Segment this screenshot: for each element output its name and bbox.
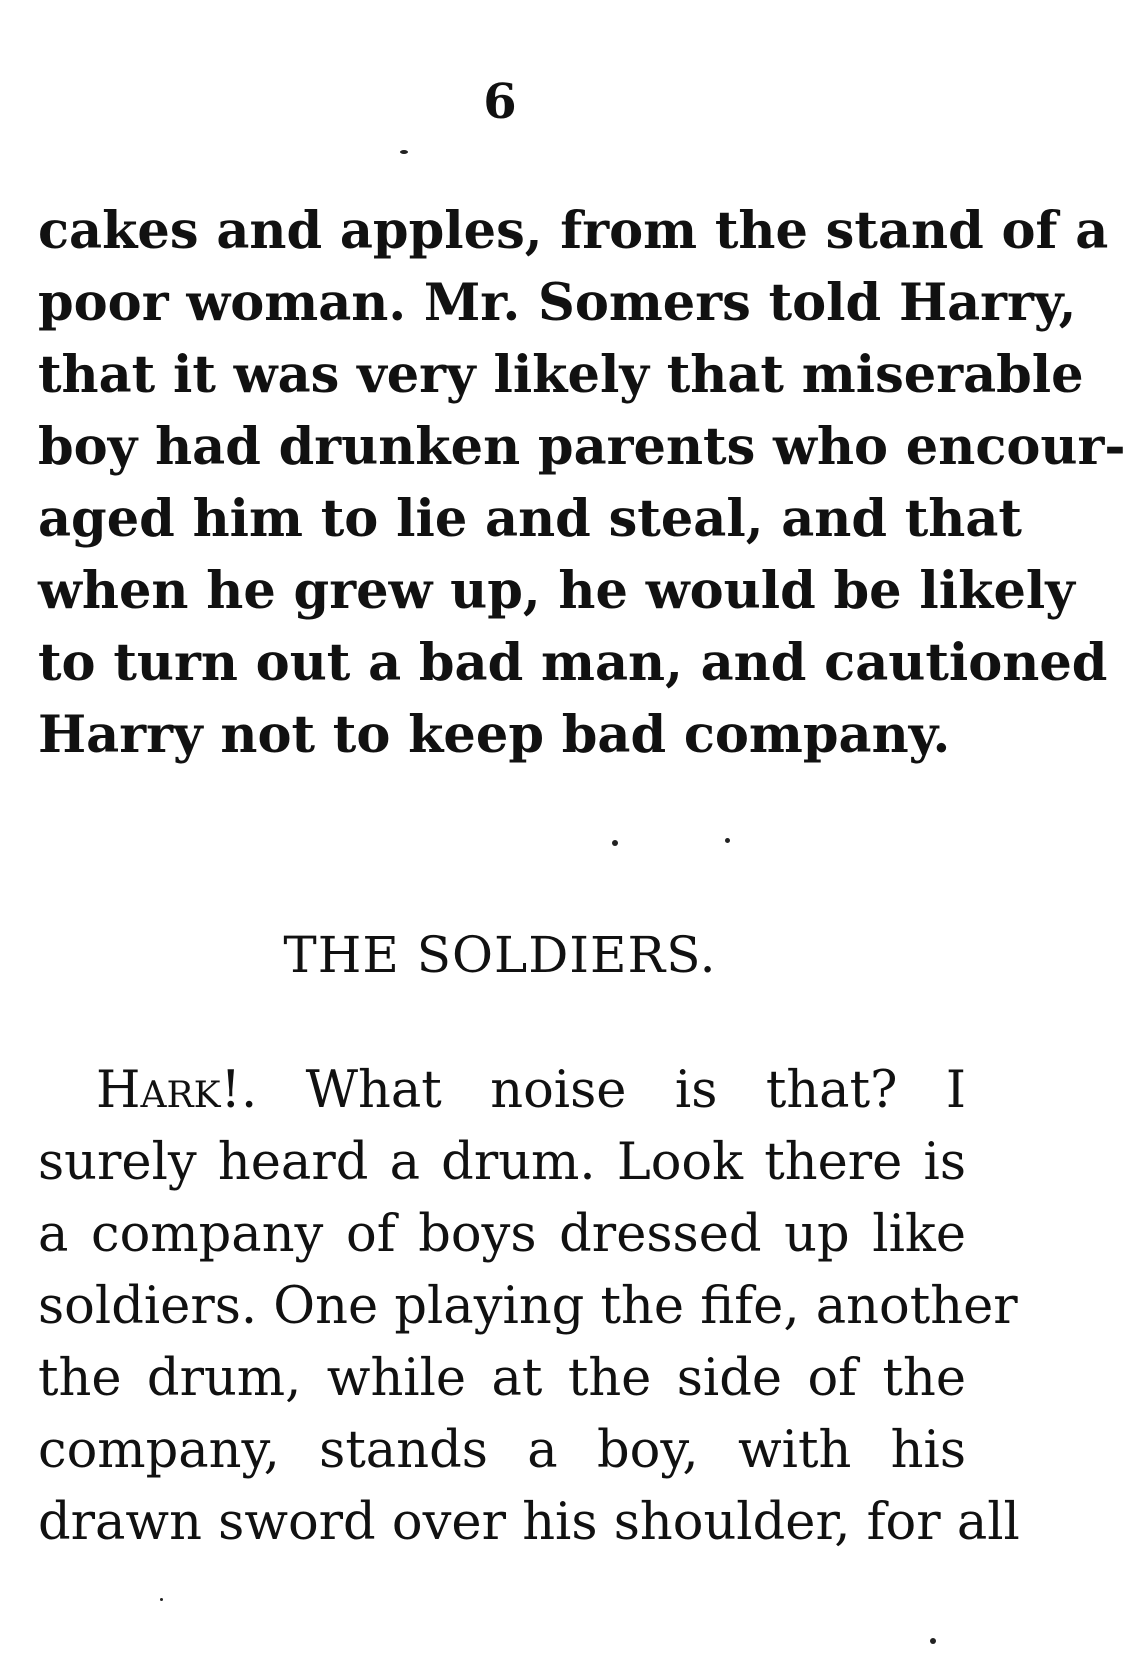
scan-speck: [160, 1598, 163, 1601]
text-line-first: [38, 1055, 966, 1127]
page-number: 6: [483, 74, 517, 130]
first-line-rest: !. What noise is that? I: [220, 1061, 966, 1120]
text-line: a company of boys dressed up like: [38, 1205, 966, 1264]
text-line: to turn out a bad man, and cautioned: [38, 633, 1108, 693]
text-line: drawn sword over his shoulder, for all: [38, 1493, 1020, 1552]
scan-speck: [400, 150, 408, 154]
text-line: that it was very likely that miserable: [38, 345, 1084, 405]
text-line: when he grew up, he would be likely: [38, 561, 1075, 621]
text-line: Harry not to keep bad company.: [38, 705, 951, 765]
paragraph-2: [38, 1055, 1020, 1559]
scan-speck: [612, 840, 618, 846]
text-line: surely heard a drum. Look there is: [38, 1133, 966, 1192]
text-line: poor woman. Mr. Somers told Harry,: [38, 273, 1077, 333]
scan-speck: [725, 838, 730, 843]
text-line: cakes and apples, from the stand of a: [38, 201, 1109, 261]
text-line: the drum, while at the side of the: [38, 1349, 966, 1408]
text-line: company, stands a boy, with his: [38, 1421, 966, 1480]
text-line: soldiers. One playing the fife, another: [38, 1277, 1018, 1336]
text-line: boy had drunken parents who encour-: [38, 417, 1126, 477]
section-heading: THE SOLDIERS.: [283, 926, 717, 984]
drop-word: Hark: [96, 1061, 221, 1120]
text-line: aged him to lie and steal, and that: [38, 489, 1022, 549]
paragraph-1: [38, 195, 1126, 771]
scan-speck: [930, 1638, 936, 1644]
